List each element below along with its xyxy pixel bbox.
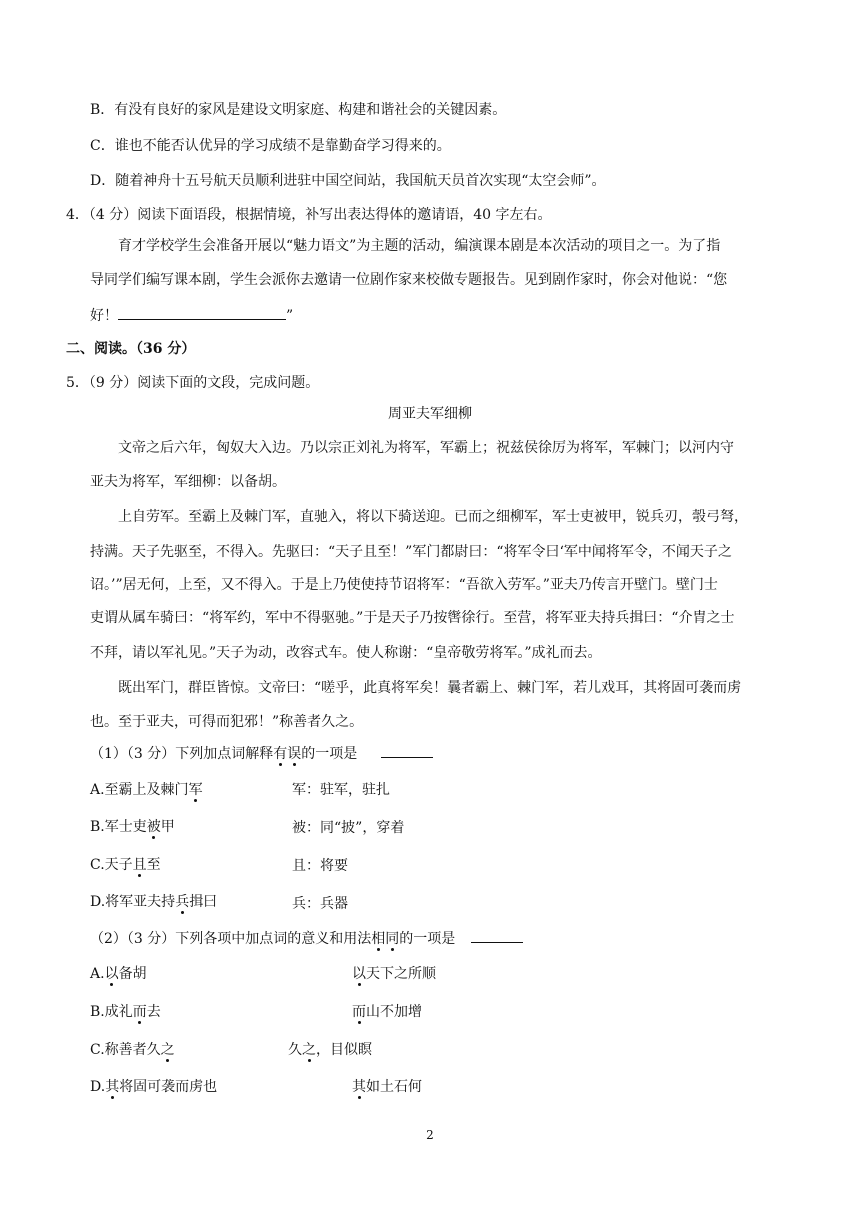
passage-line-1: 文帝之后六年，匈奴大入边。乃以宗正刘礼为将军，军霸上；祝兹侯徐厉为将军，军棘门；以河内守 bbox=[118, 440, 734, 456]
q5-sub2-answer-blank[interactable] bbox=[471, 928, 523, 943]
q5-sub2-option-a-right: 以天下之所顺 bbox=[352, 966, 436, 982]
passage-line-6: 吏谓从属车骑曰：“将军约，军中不得驱驰。”于是天子乃按辔徐行。至营，将军亚夫持兵揖曰：“介胄之士 bbox=[90, 610, 735, 626]
q3-option-c: C．谁也不能否认优异的学习成绩不是靠勤奋学习得来的。 bbox=[90, 138, 451, 154]
q3-option-b: B．有没有良好的家风是建设文明家庭、构建和谐社会的关键因素。 bbox=[90, 102, 507, 118]
q4-stem: 4．（4 分）阅读下面语段，根据情境，补写出表达得体的邀请语，40 字左右。 bbox=[66, 207, 552, 223]
q5-sub1-option-d: D.将军亚夫持兵揖曰 bbox=[90, 894, 218, 910]
q5-sub1-option-c-explain: 且：将要 bbox=[292, 858, 348, 874]
q5-sub2-option-d-left: D.其将固可袭而虏也 bbox=[90, 1079, 218, 1095]
passage-line-4: 持满。天子先驱至，不得入。先驱曰：“天子且至！”军门都尉曰：“将军令曰‘军中闻将军令，不闻天子之 bbox=[90, 544, 732, 560]
q5-sub1-stem: （1）（3 分）下列加点词解释有误的一项是 bbox=[90, 743, 433, 764]
q5-sub2-option-b-right: 而山不加增 bbox=[352, 1004, 422, 1020]
passage-line-3: 上自劳军。至霸上及棘门军，直驰入，将以下骑送迎。已而之细柳军，军士吏被甲，锐兵刃，彀弓弩， bbox=[118, 509, 748, 525]
passage-line-5: 诏。’”居无何，上至，又不得入。于是上乃使使持节诏将军：“吾欲入劳军。”亚夫乃传言开壁门。壁门士 bbox=[90, 577, 718, 593]
passage-line-2: 亚夫为将军，军细柳：以备胡。 bbox=[90, 474, 286, 490]
q5-sub1-option-a-explain: 军：驻军，驻扎 bbox=[292, 782, 390, 798]
passage-title: 周亚夫军细柳 bbox=[388, 406, 472, 422]
q5-sub1-option-d-explain: 兵：兵器 bbox=[292, 896, 348, 912]
q5-sub2-option-a-left: A.以备胡 bbox=[90, 966, 147, 982]
q5-sub2-option-c-right: 久之，目似瞑 bbox=[288, 1042, 372, 1058]
q5-sub1-answer-blank[interactable] bbox=[381, 743, 433, 758]
emphasis-dot-char: 有 bbox=[273, 746, 288, 762]
q5-sub2-option-d-right: 其如土石何 bbox=[352, 1079, 422, 1095]
q5-sub1-option-b: B.军士吏被甲 bbox=[90, 819, 175, 835]
passage-line-9: 也。至于亚夫，可得而犯邪！”称善者久之。 bbox=[90, 714, 364, 730]
passage-line-8: 既出军门，群臣皆惊。文帝曰：“嗟乎，此真将军矣！曩者霸上、棘门军，若儿戏耳，其将固可袭而虏 bbox=[118, 680, 742, 696]
q5-sub1-option-c: C.天子且至 bbox=[90, 857, 161, 873]
q4-answer-blank[interactable] bbox=[118, 305, 286, 320]
passage-line-7: 不拜，请以军礼见。”天子为动，改容式车。使人称谢：“皇帝敬劳将军。”成礼而去。 bbox=[90, 645, 602, 661]
emphasis-dot-char: 相 bbox=[371, 931, 386, 947]
q5-sub2-stem: （2）（3 分）下列各项中加点词的意义和用法相同的一项是 bbox=[90, 928, 523, 949]
q3-option-d: D．随着神舟十五号航天员顺利进驻中国空间站，我国航天员首次实现“太空会师”。 bbox=[90, 173, 606, 189]
page-number: 2 bbox=[426, 1128, 434, 1142]
q4-paragraph-line-1: 育才学校学生会准备开展以“魅力语文”为主题的活动，编演课本剧是本次活动的项目之一。为了指 bbox=[118, 238, 721, 254]
q5-stem: 5．（9 分）阅读下面的文段，完成问题。 bbox=[66, 375, 320, 391]
q4-closing-quote: ” bbox=[286, 308, 294, 324]
q4-paragraph-line-2: 导同学们编写课本剧，学生会派你去邀请一位剧作家来校做专题报告。见到剧作家时，你会对他说：“您 bbox=[90, 272, 728, 288]
emphasis-dot-char: 误 bbox=[287, 746, 302, 762]
emphasis-dot-char: 同 bbox=[385, 931, 400, 947]
q5-sub2-option-b-left: B.成礼而去 bbox=[90, 1004, 161, 1020]
q5-sub1-option-b-explain: 被：同“披”，穿着 bbox=[292, 820, 405, 836]
q4-paragraph-line-3 bbox=[90, 305, 293, 326]
section-2-heading: 二、阅读。（36 分） bbox=[66, 341, 196, 357]
q5-sub2-option-c-left: C.称善者久之 bbox=[90, 1042, 175, 1058]
q4-greeting: 好！ bbox=[90, 308, 118, 324]
q5-sub1-option-a: A.至霸上及棘门军 bbox=[90, 782, 203, 798]
